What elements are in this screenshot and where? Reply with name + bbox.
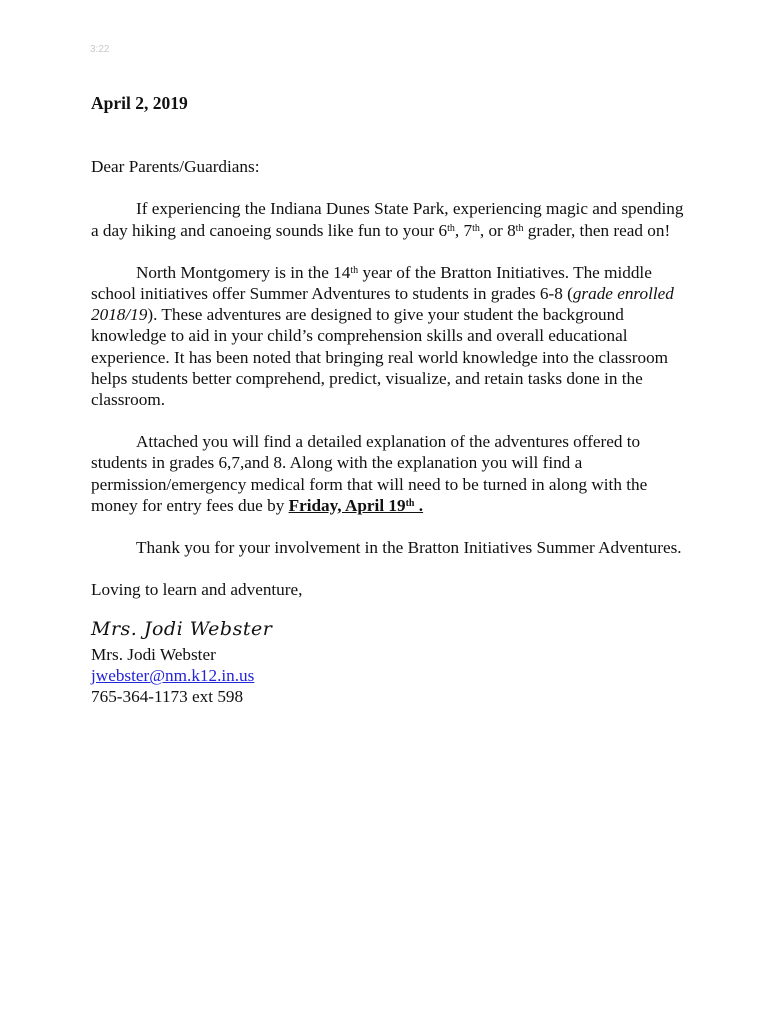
closing: Loving to learn and adventure, xyxy=(91,580,303,600)
paragraph-intro-text-d: grader, then read on! xyxy=(523,220,671,240)
page-number: 3:22 xyxy=(90,44,110,55)
superscript: th xyxy=(405,497,415,509)
paragraph-program-italic: grade enrolled 2018/19 xyxy=(91,284,674,325)
paragraph-thanks xyxy=(91,537,691,558)
paragraph-attachment-text: Attached you will find a detailed explanation of the adventures offered to students in grades 6,7,and 8. Along with the explanation you will find a permission/emergency medical form that will need to be turned in along with the money for entry fees due by xyxy=(91,432,648,515)
paragraph-program-text-c: ). These adventures are designed to give your student the background knowledge to aid in your child’s comprehension skills and overall educational experience. It has been noted that bringing real world knowledge into the classroom helps students better comprehend, predict, visualize, and retain tasks done in the classroom. xyxy=(91,305,669,410)
superscript: th xyxy=(350,264,359,276)
paragraph-thanks-text: Thank you for your involvement in the Bratton Initiatives Summer Adventures. xyxy=(136,538,682,558)
signer-phone: 765-364-1173 ext 598 xyxy=(91,687,244,707)
letter-body xyxy=(91,93,691,707)
due-date-text: Friday, April 19 xyxy=(288,495,406,515)
signer-email-link[interactable]: jwebster@nm.k12.in.us xyxy=(91,666,255,686)
paragraph-intro xyxy=(91,198,691,240)
paragraph-intro-text-c: , or 8 xyxy=(479,220,516,240)
paragraph-attachment xyxy=(91,431,691,516)
letter-date: April 2, 2019 xyxy=(91,93,188,113)
paragraph-intro-text-a: If experiencing the Indiana Dunes State Park, experiencing magic and spending a day hiking and canoeing sounds like fun to your 6 xyxy=(91,199,684,240)
signature: Mrs. Jodi Webster xyxy=(91,618,273,641)
due-date xyxy=(289,496,423,515)
due-date-end: . xyxy=(414,495,424,515)
paragraph-program-text-b: year of the Bratton Initiatives. The middle school initiatives offer Summer Adventures to students in grades 6-8 ( xyxy=(91,262,652,304)
greeting: Dear Parents/Guardians: xyxy=(91,157,260,177)
paragraph-program xyxy=(91,262,691,410)
superscript: th xyxy=(472,222,480,234)
paragraph-program-text-a: North Montgomery is in the 14 xyxy=(136,262,351,282)
paragraph-intro-text-b: , 7 xyxy=(454,220,473,240)
superscript: th xyxy=(515,222,524,234)
signer-name: Mrs. Jodi Webster xyxy=(91,645,216,665)
superscript: th xyxy=(447,222,455,234)
